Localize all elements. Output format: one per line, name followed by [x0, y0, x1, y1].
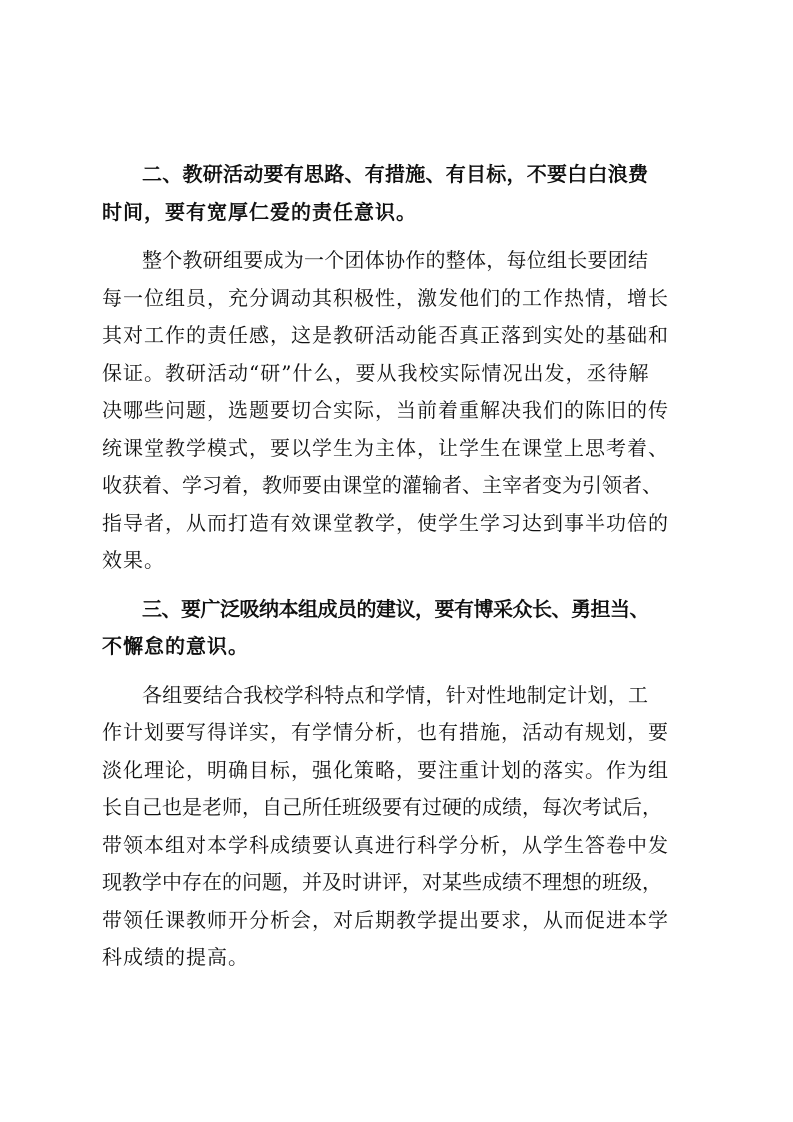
body-line: 科成绩的提高。 — [102, 945, 249, 969]
section-body-3 — [102, 677, 694, 977]
body-line: 统课堂教学模式，要以学生为主体，让学生在课堂上思考着、 — [102, 435, 669, 460]
body-line: 带领本组对本学科成绩要认真进行科学分析，从学生答卷中发 — [102, 832, 669, 857]
heading-line: 二、教研活动要有思路、有措施、有目标，不要白白浪费 — [142, 162, 649, 186]
body-line: 效果。 — [102, 548, 165, 572]
body-line: 现教学中存在的问题，并及时讲评，对某些成绩不理想的班级， — [102, 870, 662, 894]
document-content — [102, 156, 694, 988]
body-line: 长自己也是老师，自己所任班级要有过硬的成绩，每次考试后， — [102, 795, 662, 819]
body-line: 指导者，从而打造有效课堂教学，使学生学习达到事半功倍的 — [102, 510, 669, 535]
section-body-2 — [102, 242, 694, 580]
body-line: 淡化理论，明确目标，强化策略，要注重计划的落实。作为组 — [102, 757, 669, 782]
body-line: 保证。教研活动“研”什么，要从我校实际情况出发，丞待解 — [102, 360, 650, 385]
section-heading-2 — [102, 156, 694, 231]
body-line: 各组要结合我校学科特点和学情，针对性地制定计划，工 — [142, 682, 649, 707]
body-line: 整个教研组要成为一个团体协作的整体，每位组长要团结 — [142, 248, 649, 272]
body-line: 决哪些问题，选题要切合实际，当前着重解决我们的陈旧的传 — [102, 398, 669, 422]
body-line: 收获着、学习着，教师要由课堂的灌输者、主宰者变为引领者、 — [102, 473, 662, 497]
heading-line: 三、要广泛吸纳本组成员的建议，要有博采众长、勇担当、 — [142, 596, 649, 621]
heading-line: 不懈怠的意识。 — [102, 634, 249, 658]
body-line: 带领任课教师开分析会，对后期教学提出要求，从而促进本学 — [102, 907, 669, 932]
body-line: 其对工作的责任感，这是教研活动能否真正落到实处的基础和 — [102, 323, 669, 347]
section-heading-3 — [102, 591, 694, 666]
body-line: 每一位组员，充分调动其积极性，激发他们的工作热情，增长 — [102, 285, 669, 310]
heading-line: 时间，要有宽厚仁爱的责任意识。 — [102, 199, 417, 224]
body-line: 作计划要写得详实，有学情分析，也有措施，活动有规划，要 — [102, 720, 669, 744]
